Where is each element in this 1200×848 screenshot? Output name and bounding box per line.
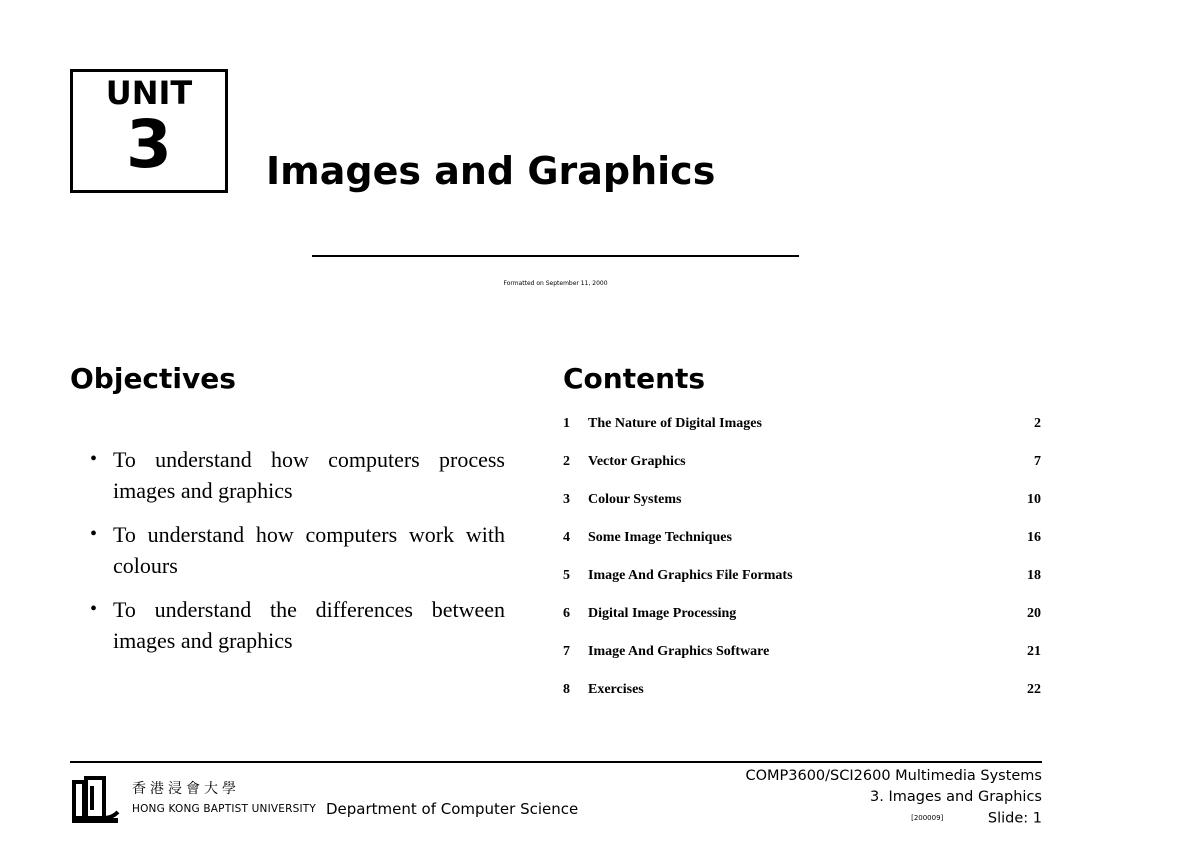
toc-number: 1 [563,416,570,431]
page-title: Images and Graphics [266,149,716,193]
toc-row[interactable] [563,641,1041,679]
contents-list [563,413,1041,717]
slide-info [622,808,1042,830]
objective-text: To understand how computers work with colours [113,522,505,578]
course-title: COMP3600/SCI2600 Multimedia Systems [745,768,1042,784]
toc-label: Image And Graphics Software [588,644,770,659]
toc-number: 5 [563,568,570,583]
objective-text: To understand the differences between images and graphics [113,597,505,653]
toc-label: Vector Graphics [588,454,686,469]
department-name: Department of Computer Science [326,800,579,818]
toc-number: 8 [563,682,570,697]
objective-item [90,444,505,506]
toc-label: Digital Image Processing [588,606,737,621]
university-name-chinese: 香港浸會大學 [132,781,240,797]
toc-row[interactable] [563,527,1041,565]
objectives-heading: Objectives [70,362,236,395]
toc-page: 22 [1027,682,1041,697]
slide-number: Slide: 1 [987,810,1042,827]
toc-row[interactable] [563,603,1041,641]
bullet-icon: • [90,448,98,470]
unit-label: UNIT [105,74,193,112]
toc-label: Image And Graphics File Formats [588,568,793,583]
objective-item [90,594,505,656]
toc-page: 20 [1027,606,1041,621]
toc-page: 7 [1034,454,1041,469]
toc-label: Exercises [588,682,644,697]
contents-heading: Contents [563,362,706,395]
formatted-date: Formatted on September 11, 2000 [503,280,608,287]
toc-page: 10 [1027,492,1041,507]
bullet-icon: • [90,523,98,545]
toc-number: 7 [563,644,570,659]
toc-number: 2 [563,454,570,469]
university-name-english: HONG KONG BAPTIST UNIVERSITY [132,803,316,815]
toc-page: 21 [1027,644,1041,659]
toc-row[interactable] [563,565,1041,603]
toc-page: 18 [1027,568,1041,583]
objective-item [90,519,505,581]
toc-row[interactable] [563,413,1041,451]
toc-label: Some Image Techniques [588,530,732,545]
university-logo-icon [72,776,120,824]
toc-number: 4 [563,530,570,545]
slide-code: [200009] [911,814,944,822]
toc-row[interactable] [563,679,1041,717]
toc-number: 3 [563,492,570,507]
footer-divider [70,761,1042,763]
title-divider [312,255,799,257]
toc-page: 16 [1027,530,1041,545]
footer-info [622,766,1042,830]
unit-title: 3. Images and Graphics [870,789,1042,805]
unit-box [70,69,228,193]
toc-row[interactable] [563,489,1041,527]
toc-row[interactable] [563,451,1041,489]
objectives-list [90,444,505,669]
bullet-icon: • [90,598,98,620]
objective-text: To understand how computers process images and graphics [113,447,505,503]
toc-label: The Nature of Digital Images [588,416,762,431]
unit-number: 3 [126,106,172,183]
toc-page: 2 [1034,416,1041,431]
toc-number: 6 [563,606,570,621]
toc-label: Colour Systems [588,492,682,507]
